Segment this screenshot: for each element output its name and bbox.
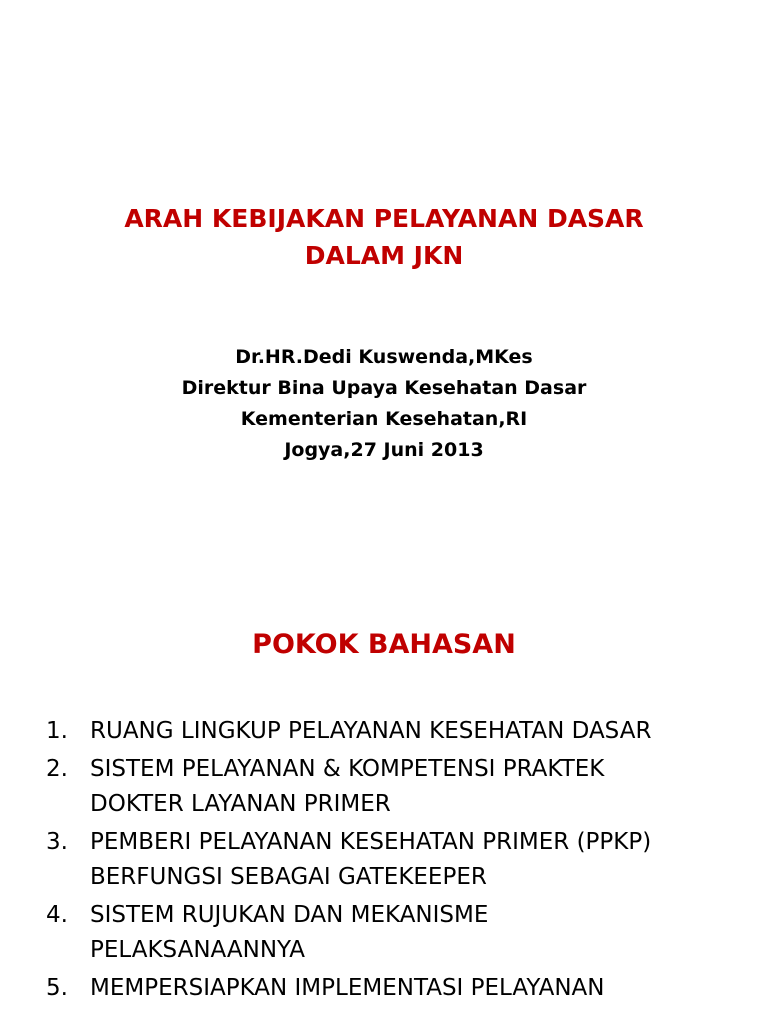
list-item bbox=[46, 971, 756, 1006]
author-name: Dr.HR.Dedi Kuswenda,MKes bbox=[235, 346, 533, 368]
list-item-number: 2. bbox=[46, 756, 68, 782]
list-item bbox=[46, 898, 756, 968]
agenda-slide bbox=[0, 576, 768, 1024]
list-item-line: PEMBERI PELAYANAN KESEHATAN PRIMER (PPKP) bbox=[90, 829, 652, 855]
list-item-line: PELAKSANAANNYA bbox=[90, 937, 306, 963]
author-block bbox=[0, 342, 768, 466]
author-organization: Kementerian Kesehatan,RI bbox=[240, 408, 528, 430]
list-item-text bbox=[90, 971, 604, 1006]
list-item bbox=[46, 752, 756, 822]
title-line-2: DALAM JKN bbox=[304, 241, 464, 270]
list-item-line: BERFUNGSI SEBAGAI GATEKEEPER bbox=[90, 864, 487, 890]
presentation-place-date: Jogya,27 Juni 2013 bbox=[284, 439, 484, 461]
list-item-line: SISTEM PELAYANAN & KOMPETENSI PRAKTEK bbox=[90, 756, 605, 782]
list-item-line: MEMPERSIAPKAN IMPLEMENTASI PELAYANAN bbox=[90, 975, 605, 1001]
author-position: Direktur Bina Upaya Kesehatan Dasar bbox=[181, 377, 587, 399]
agenda-list bbox=[46, 714, 756, 1009]
list-item-text bbox=[90, 825, 651, 895]
list-item-text bbox=[90, 714, 651, 749]
agenda-heading: POKOK BAHASAN bbox=[252, 629, 516, 660]
list-item-number: 5. bbox=[46, 975, 68, 1001]
list-item-text bbox=[90, 752, 604, 822]
list-item bbox=[46, 825, 756, 895]
list-item-line: RUANG LINGKUP PELAYANAN KESEHATAN DASAR bbox=[90, 718, 652, 744]
list-item-number: 4. bbox=[46, 902, 68, 928]
list-item-number: 1. bbox=[46, 718, 68, 744]
presentation-title bbox=[0, 200, 768, 274]
list-item-text bbox=[90, 898, 488, 968]
list-item-line: SISTEM RUJUKAN DAN MEKANISME bbox=[90, 902, 489, 928]
list-item bbox=[46, 714, 756, 749]
list-item-number: 3. bbox=[46, 829, 68, 855]
list-item-line: DOKTER LAYANAN PRIMER bbox=[90, 791, 391, 817]
title-line-1: ARAH KEBIJAKAN PELAYANAN DASAR bbox=[124, 204, 644, 233]
